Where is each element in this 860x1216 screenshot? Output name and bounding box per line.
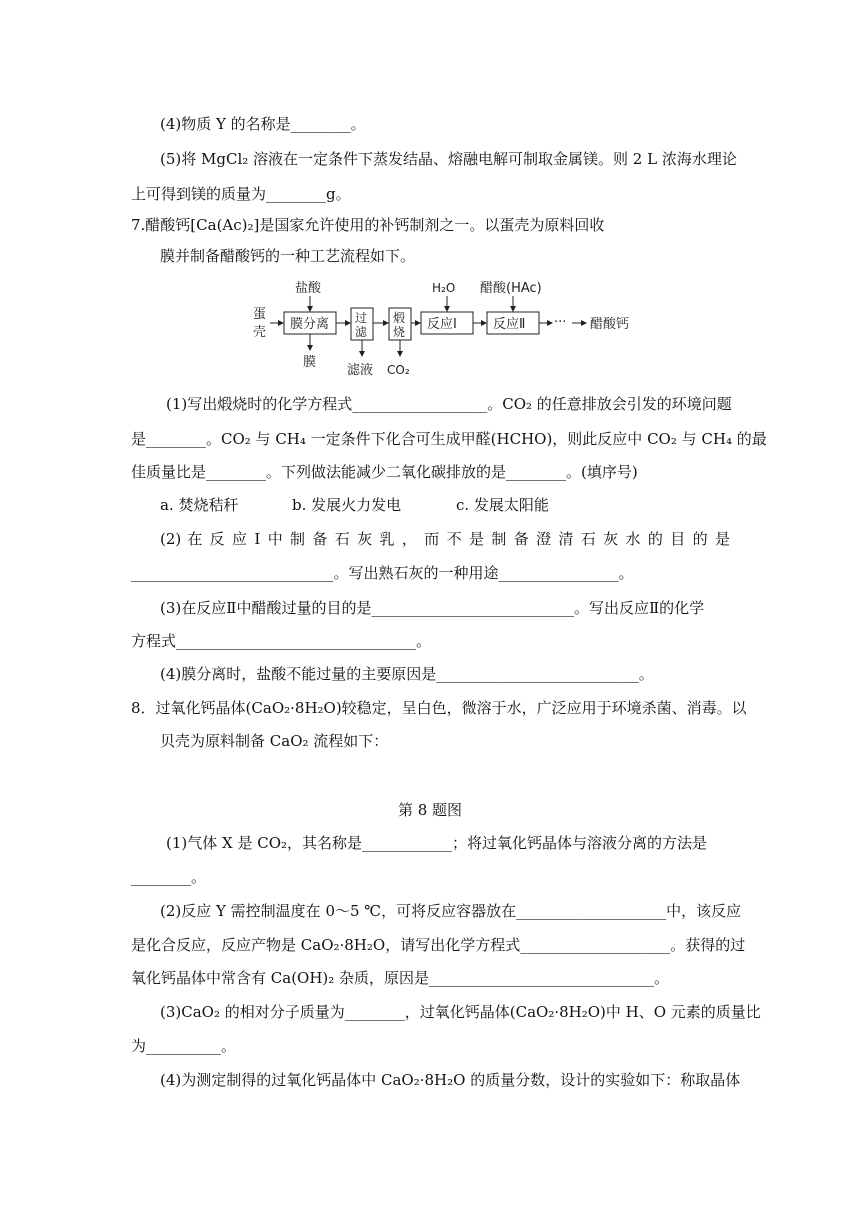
q7-part2-line1: (2) 在 反 应 Ⅰ 中 制 备 石 灰 乳 ， 而 不 是 制 备 澄 清 石 灰 水 的 目 的 是 xyxy=(160,530,730,548)
flow-box1-label: 膜分离 xyxy=(290,317,330,332)
q7-part3-line1: (3)在反应Ⅱ中醋酸过量的目的是___________________________。写出反应Ⅱ的化学 xyxy=(160,599,705,617)
flow-box3-label-a: 煅 xyxy=(393,311,406,325)
flow-raw-label-2: 壳 xyxy=(253,325,267,340)
flow-out-filtrate: 滤液 xyxy=(347,363,374,378)
q8-intro-line2: 贝壳为原料制备 CaO₂ 流程如下： xyxy=(160,732,389,750)
flow-box3-label-b: 烧 xyxy=(393,325,406,339)
flow-out-membrane: 膜 xyxy=(303,355,317,370)
q7-part1-line3: 佳质量比是________。下列做法能减少二氧化碳排放的是________。(填序号) xyxy=(131,463,638,481)
q8-figure-caption: 第 8 题图 xyxy=(397,801,463,819)
q7-part3-line2: 方程式________________________________。 xyxy=(131,632,432,650)
q8-intro-line1: 8．过氧化钙晶体(CaO₂·8H₂O)较稳定，呈白色，微溶于水，广泛应用于环境杀菌、消毒。以 xyxy=(131,699,747,717)
q8-part3-line1: (3)CaO₂ 的相对分子质量为________，过氧化钙晶体(CaO₂·8H₂O)中 H、O 元素的质量比 xyxy=(160,1003,761,1021)
q7-part1-line1: (1)写出煅烧时的化学方程式__________________。CO₂ 的任意排放会引发的环境问题 xyxy=(166,395,732,413)
q6-part4: (4)物质 Y 的名称是________。 xyxy=(160,115,366,133)
q8-part4: (4)为测定制得的过氧化钙晶体中 CaO₂·8H₂O 的质量分数，设计的实验如下：称取晶体 xyxy=(160,1071,741,1089)
flow-out-co2: CO₂ xyxy=(387,363,410,377)
flow-box2-label-b: 滤 xyxy=(355,325,368,339)
q7-intro-line2: 膜并制备醋酸钙的一种工艺流程如下。 xyxy=(160,247,416,265)
flow-dots: ··· xyxy=(554,315,567,330)
flow-box5-label: 反应Ⅱ xyxy=(493,317,526,332)
q8-part3-line2: 为__________。 xyxy=(131,1037,237,1055)
q7-part2-line2: ___________________________。写出熟石灰的一种用途________________。 xyxy=(131,564,634,582)
q8-part2-line1: (2)反应 Y 需控制温度在 0～5 ℃，可将反应容器放在____________________中，该反应 xyxy=(160,902,742,920)
q7-option-b: b. 发展火力发电 xyxy=(292,496,402,514)
flow-hcl-label: 盐酸 xyxy=(295,281,322,296)
q7-option-a: a. 焚烧秸秆 xyxy=(160,496,239,514)
flow-acetic-label: 醋酸(HAc) xyxy=(480,281,542,296)
flow-product-label: 醋酸钙 xyxy=(590,317,630,332)
q6-part5-line1: (5)将 MgCl₂ 溶液在一定条件下蒸发结晶、熔融电解可制取金属镁。则 2 L 浓海水理论 xyxy=(160,150,737,168)
q8-part1-line2: ________。 xyxy=(131,868,207,886)
flow-box2-label-a: 过 xyxy=(355,311,368,325)
q7-process-flow-diagram xyxy=(250,278,650,380)
q7-intro-line1: 7.醋酸钙[Ca(Ac)₂]是国家允许使用的补钙制剂之一。以蛋壳为原料回收 xyxy=(131,216,605,234)
q7-part1-line2: 是________。CO₂ 与 CH₄ 一定条件下化合可生成甲醛(HCHO)，则此反应中 CO₂ 与 CH₄ 的最 xyxy=(131,430,767,448)
flow-box4-label: 反应Ⅰ xyxy=(427,317,457,332)
q8-part1-line1: (1)气体 X 是 CO₂，其名称是____________；将过氧化钙晶体与溶液分离的方法是 xyxy=(166,834,708,852)
flow-h2o-label: H₂O xyxy=(432,281,456,295)
q6-part5-line2: 上可得到镁的质量为________g。 xyxy=(131,185,351,203)
q8-part2-line3: 氧化钙晶体中常含有 Ca(OH)₂ 杂质，原因是______________________________。 xyxy=(131,969,670,987)
q7-option-c: c. 发展太阳能 xyxy=(456,496,549,514)
flow-raw-label-1: 蛋 xyxy=(253,307,267,322)
q7-part4: (4)膜分离时，盐酸不能过量的主要原因是___________________________。 xyxy=(160,665,654,683)
q8-part2-line2: 是化合反应，反应产物是 CaO₂·8H₂O，请写出化学方程式____________________。获得的过 xyxy=(131,936,746,954)
